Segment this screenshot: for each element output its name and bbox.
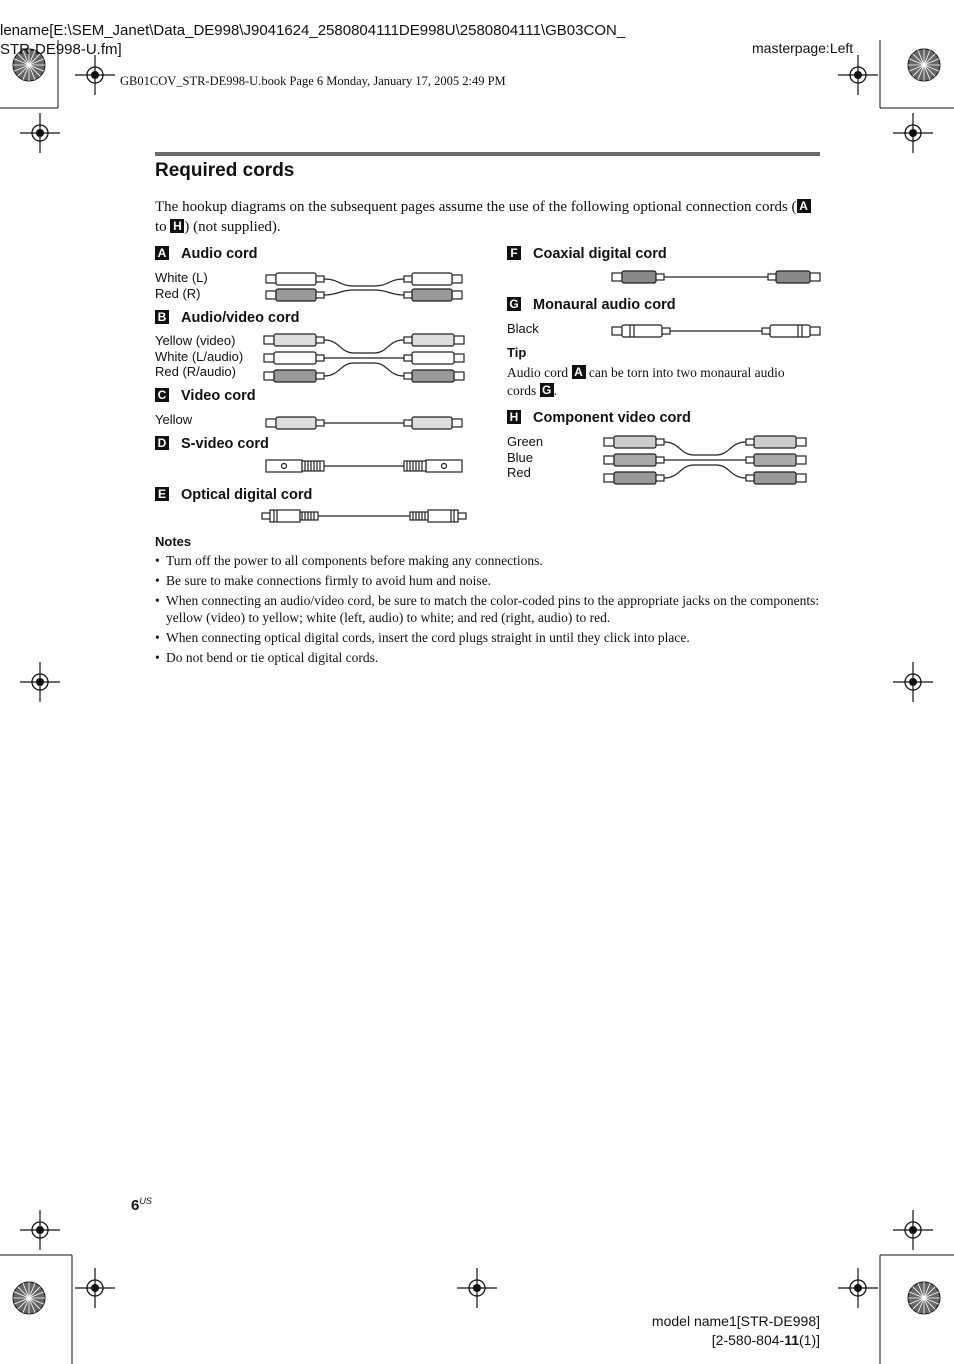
optical-digital-cord-illustration — [262, 507, 466, 525]
intro-text-a: The hookup diagrams on the subsequent pages assume the use of the following optional connection cords ( — [155, 199, 797, 215]
footer-model-name: model name1[STR-DE998] — [651, 1313, 820, 1329]
masterpage-label: masterpage:Left — [752, 40, 854, 56]
cord-b-label-white: White (L/audio) — [155, 348, 244, 364]
page-number-value: 6 — [131, 1197, 140, 1214]
cord-g-label-black: Black — [507, 321, 539, 336]
registration-mark-mid-right — [893, 662, 933, 702]
cord-h-badge: H — [507, 410, 521, 424]
cord-a-label-white: White (L) — [155, 270, 208, 285]
intro-badge-h: H — [170, 219, 184, 233]
model-footer — [600, 1312, 820, 1350]
cord-d-heading — [155, 436, 269, 452]
cord-a-heading — [155, 246, 258, 262]
cord-c-name: Video cord — [181, 388, 256, 404]
page-number-suffix: US — [139, 1196, 152, 1206]
cord-g-badge: G — [507, 297, 521, 311]
section-rule — [155, 152, 820, 156]
cord-c-heading — [155, 388, 256, 404]
section-title: Required cords — [155, 160, 295, 181]
cord-a-name: Audio cord — [181, 246, 258, 262]
cord-b-badge: B — [155, 310, 169, 324]
registration-mark-top-right — [838, 40, 954, 153]
audio-video-cord-illustration — [262, 331, 466, 385]
page-number — [131, 1196, 152, 1214]
registration-mark-bottom-right — [838, 1210, 954, 1364]
cord-h-label-blue: Blue — [507, 449, 534, 465]
video-cord-illustration — [264, 414, 464, 432]
cord-e-badge: E — [155, 487, 169, 501]
cord-a-badge: A — [155, 246, 169, 260]
intro-badge-a: A — [797, 199, 811, 213]
footer-part-b: 11 — [784, 1332, 799, 1348]
monaural-audio-cord-illustration — [612, 322, 820, 340]
cord-h-label-red: Red — [507, 465, 531, 480]
cord-h-label-green: Green — [507, 434, 544, 449]
registration-mark-bottom-center — [457, 1268, 497, 1308]
cord-g-heading — [507, 297, 676, 313]
tip-text — [507, 364, 817, 400]
cord-f-name: Coaxial digital cord — [533, 246, 667, 262]
cord-h-labels — [507, 434, 543, 481]
cord-b-name: Audio/video cord — [181, 310, 300, 326]
tip-heading: Tip — [507, 345, 527, 360]
cord-d-name: S-video cord — [181, 436, 269, 452]
filename-line-2: STR-DE998-U.fm] — [0, 41, 122, 58]
notes-heading: Notes — [155, 534, 192, 549]
footer-part-number — [600, 1331, 820, 1350]
audio-cord-illustration — [264, 270, 464, 306]
footer-part-a: [2-580-804- — [711, 1332, 785, 1348]
cord-b-heading — [155, 310, 299, 326]
tip-text-a: Audio cord — [507, 365, 572, 380]
registration-mark-bottom-left — [0, 1210, 115, 1364]
intro-paragraph — [155, 197, 815, 237]
book-info: GB01COV_STR-DE998-U.book Page 6 Monday, January 17, 2005 2:49 PM — [120, 74, 506, 88]
filename-header — [0, 21, 625, 59]
cord-b-label-red: Red (R/audio) — [155, 364, 236, 379]
cord-g-name: Monaural audio cord — [533, 297, 676, 313]
note-item: • When connecting optical digital cords, insert the cord plugs straight in until they click into place. — [155, 629, 820, 646]
cord-h-name: Component video cord — [533, 410, 691, 426]
cord-f-heading — [507, 246, 667, 262]
tip-text-b: can be torn into two monaural audio cords — [507, 365, 785, 398]
cord-b-label-yellow: Yellow (video) — [155, 333, 236, 348]
cord-e-heading — [155, 487, 312, 503]
intro-text-to: to — [155, 219, 171, 235]
s-video-cord-illustration — [264, 457, 464, 475]
component-video-cord-illustration — [602, 433, 808, 487]
tip-text-c: . — [553, 383, 557, 398]
cord-e-name: Optical digital cord — [181, 487, 313, 503]
cord-a-label-red: Red (R) — [155, 285, 201, 301]
note-item: • Do not bend or tie optical digital cords. — [155, 649, 820, 666]
cord-c-label-yellow: Yellow — [155, 412, 193, 427]
registration-mark-mid-left — [20, 662, 60, 702]
cord-b-labels — [155, 333, 243, 380]
notes-list — [155, 552, 820, 669]
footer-part-c: (1)] — [799, 1332, 820, 1348]
note-item: • Be sure to make connections firmly to avoid hum and noise. — [155, 572, 820, 589]
filename-line-1: lename[E:\SEM_Janet\Data_DE998\J9041624_2580804111DE998U\2580804111\GB03CON_ — [0, 22, 626, 39]
tip-badge-g: G — [540, 383, 554, 397]
cord-c-badge: C — [155, 388, 169, 402]
tip-badge-a: A — [572, 365, 586, 379]
intro-text-end: ) (not supplied). — [184, 219, 281, 235]
cord-f-badge: F — [507, 246, 521, 260]
cord-d-badge: D — [155, 436, 169, 450]
note-item: • Turn off the power to all components before making any connections. — [155, 552, 820, 569]
cord-a-labels — [155, 270, 208, 301]
note-item: • When connecting an audio/video cord, be sure to match the color-coded pins to the appropriate jacks on the components: yellow (video) to yellow; white (left, audio) to white; and red (right, audio) to red. — [155, 592, 820, 626]
cord-h-heading — [507, 410, 691, 426]
coaxial-digital-cord-illustration — [612, 268, 820, 286]
